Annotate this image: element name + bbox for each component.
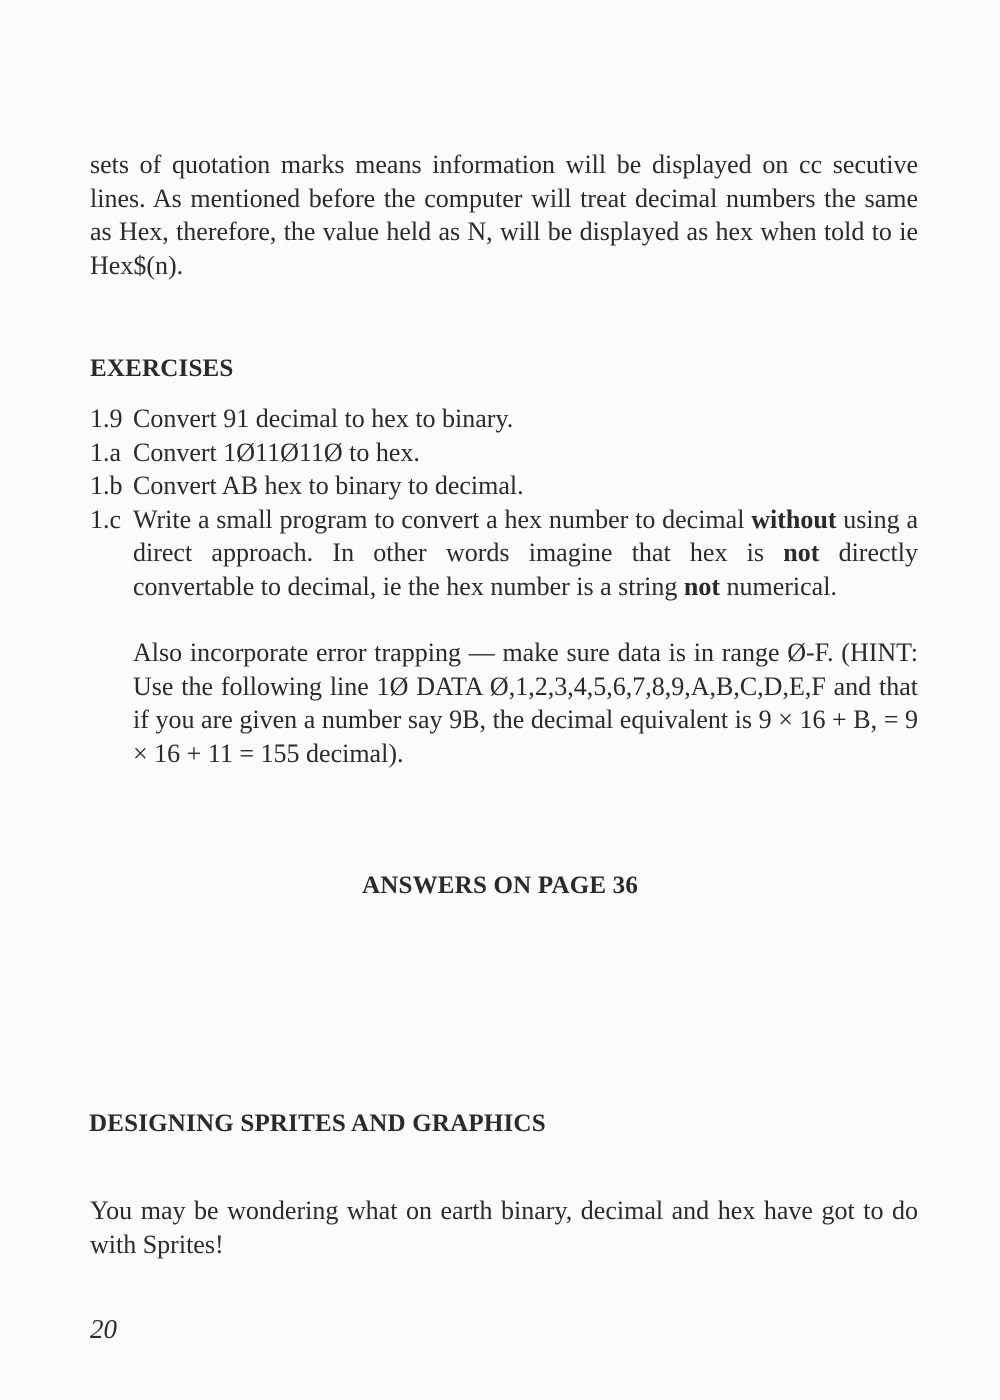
exercise-list bbox=[90, 402, 918, 770]
emphasis-without: without bbox=[751, 504, 837, 534]
page-number: 20 bbox=[90, 1314, 117, 1344]
exercise-text-run: using a direct approach. In other words imagine that hex is bbox=[133, 504, 918, 567]
exercise-text-run: Write a small program to convert a hex number to decimal bbox=[133, 504, 752, 534]
exercise-item bbox=[90, 469, 918, 503]
exercise-text: Convert 1Ø11Ø11Ø to hex. bbox=[133, 437, 420, 467]
exercise-text-run: directly convertable to decimal, ie the hex number is a string bbox=[133, 538, 918, 601]
exercise-number: 1.9 bbox=[90, 404, 123, 433]
exercise-text: Convert AB hex to binary to decimal. bbox=[133, 471, 524, 500]
sprites-paragraph: You may be wondering what on earth binary, decimal and hex have got to do with Sprites! bbox=[90, 1196, 918, 1259]
exercise-item bbox=[90, 503, 918, 771]
sprites-heading: DESIGNING SPRITES AND GRAPHICS bbox=[89, 1110, 546, 1137]
exercise-text-run: numerical. bbox=[720, 571, 837, 601]
exercise-item bbox=[90, 436, 918, 470]
exercise-item bbox=[90, 402, 918, 436]
exercise-hint: Also incorporate error trapping — make sure data is in range Ø-F. (HINT: Use the following line 1Ø DATA Ø,1,2,3,4,5,6,7,8,9,A,B,C,D,E,F and that if you are given a number say 9B, the decimal equivalent is 9 × 16 + B, = 9 × 16 + 11 = 155 decimal). bbox=[133, 638, 918, 768]
exercise-text bbox=[133, 503, 918, 604]
intro-paragraph: sets of quotation marks means information will be displayed on cc secutive lines. As mentioned before the computer will treat decimal numbers the same as Hex, therefore, the value held as N, will be displayed as hex when told to ie Hex$(n). bbox=[90, 150, 918, 280]
exercise-number: 1.b bbox=[90, 471, 123, 500]
exercise-number: 1.c bbox=[90, 504, 122, 534]
exercise-text: Convert 91 decimal to hex to binary. bbox=[133, 404, 514, 433]
emphasis-not: not bbox=[683, 571, 720, 601]
exercise-number: 1.a bbox=[90, 437, 122, 467]
exercises-heading: EXERCISES bbox=[90, 355, 234, 382]
answers-note: ANSWERS ON PAGE 36 bbox=[362, 872, 639, 899]
emphasis-not: not bbox=[783, 538, 820, 567]
